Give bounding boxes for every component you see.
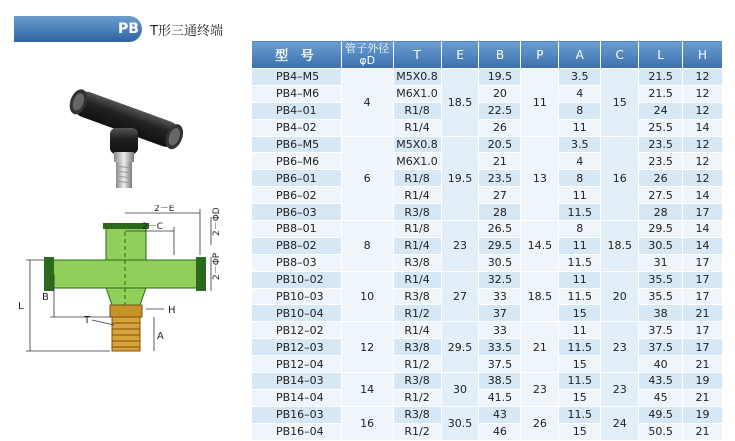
dim-b-label: B — [42, 292, 49, 303]
cell-t: R1/8 — [393, 170, 441, 187]
cell-l: 37.5 — [639, 339, 683, 356]
table-row — [252, 356, 723, 373]
cell-a: 15 — [559, 423, 601, 440]
cell-l: 38 — [639, 305, 683, 322]
cell-e: 27 — [441, 271, 479, 322]
cell-model: PB8–02 — [252, 237, 342, 254]
table-row — [252, 373, 723, 390]
cell-e: 29.5 — [441, 322, 479, 373]
cell-t: M5X0.8 — [393, 136, 441, 153]
cell-h: 17 — [683, 204, 723, 221]
cell-b: 28 — [479, 204, 521, 221]
table-row — [252, 187, 723, 204]
cell-c: 18.5 — [601, 221, 639, 272]
cell-t: R3/8 — [393, 254, 441, 271]
cell-model: PB12–03 — [252, 339, 342, 356]
cell-model: PB10–02 — [252, 271, 342, 288]
cell-l: 23.5 — [639, 153, 683, 170]
col-c: C — [601, 41, 639, 69]
cell-b: 20.5 — [479, 136, 521, 153]
cell-b: 33 — [479, 288, 521, 305]
spec-table — [251, 40, 723, 441]
cell-a: 11.5 — [559, 288, 601, 305]
cell-h: 12 — [683, 85, 723, 102]
cell-d: 12 — [341, 322, 393, 373]
cell-c: 23 — [601, 322, 639, 373]
cell-h: 14 — [683, 237, 723, 254]
cell-c: 16 — [601, 136, 639, 220]
product-photo — [60, 78, 190, 198]
dim-2phid-label: 2－ΦD — [212, 207, 222, 236]
table-row — [252, 102, 723, 119]
cell-c: 23 — [601, 373, 639, 407]
cell-d: 8 — [341, 221, 393, 272]
cell-t: R3/8 — [393, 288, 441, 305]
cell-h: 12 — [683, 69, 723, 86]
dim-2phip-label: 2－ΦP — [212, 252, 222, 280]
col-e: E — [441, 41, 479, 69]
cell-model: PB6–02 — [252, 187, 342, 204]
cell-a: 11.5 — [559, 339, 601, 356]
cell-l: 26 — [639, 170, 683, 187]
cell-a: 15 — [559, 389, 601, 406]
cell-h: 12 — [683, 136, 723, 153]
cell-l: 35.5 — [639, 271, 683, 288]
cell-h: 21 — [683, 356, 723, 373]
cell-t: R1/8 — [393, 221, 441, 238]
dim-2c-label: 2－C — [142, 222, 164, 232]
cell-b: 26 — [479, 119, 521, 136]
cell-h: 17 — [683, 254, 723, 271]
cell-a: 11 — [559, 187, 601, 204]
table-row — [252, 153, 723, 170]
cell-b: 41.5 — [479, 389, 521, 406]
cell-h: 17 — [683, 271, 723, 288]
cell-l: 23.5 — [639, 136, 683, 153]
cell-a: 8 — [559, 102, 601, 119]
cell-model: PB10–04 — [252, 305, 342, 322]
cell-t: R3/8 — [393, 204, 441, 221]
col-l: L — [639, 41, 683, 69]
cell-b: 38.5 — [479, 373, 521, 390]
cell-model: PB4–M6 — [252, 85, 342, 102]
cell-model: PB14–03 — [252, 373, 342, 390]
cell-a: 8 — [559, 170, 601, 187]
table-row — [252, 69, 723, 86]
cell-b: 32.5 — [479, 271, 521, 288]
cell-a: 11 — [559, 237, 601, 254]
col-a: A — [559, 41, 601, 69]
cell-p: 18.5 — [521, 271, 559, 322]
cell-t: R1/8 — [393, 102, 441, 119]
table-row — [252, 406, 723, 423]
cell-a: 11 — [559, 119, 601, 136]
table-row — [252, 288, 723, 305]
cell-a: 11 — [559, 271, 601, 288]
cell-a: 11 — [559, 322, 601, 339]
cell-t: M5X0.8 — [393, 69, 441, 86]
cell-h: 14 — [683, 187, 723, 204]
cell-model: PB4–02 — [252, 119, 342, 136]
cell-l: 37.5 — [639, 322, 683, 339]
cell-model: PB10–03 — [252, 288, 342, 305]
cell-model: PB8–01 — [252, 221, 342, 238]
cell-model: PB16–04 — [252, 423, 342, 440]
cell-a: 11.5 — [559, 204, 601, 221]
cell-model: PB12–04 — [252, 356, 342, 373]
cell-d: 10 — [341, 271, 393, 322]
cell-a: 4 — [559, 153, 601, 170]
col-p: P — [521, 41, 559, 69]
cell-h: 14 — [683, 221, 723, 238]
cell-p: 23 — [521, 373, 559, 407]
cell-b: 37.5 — [479, 356, 521, 373]
cell-l: 29.5 — [639, 221, 683, 238]
cell-p: 21 — [521, 322, 559, 373]
cell-l: 40 — [639, 356, 683, 373]
cell-b: 46 — [479, 423, 521, 440]
cell-b: 33 — [479, 322, 521, 339]
cell-l: 30.5 — [639, 237, 683, 254]
cell-h: 12 — [683, 153, 723, 170]
cell-p: 11 — [521, 69, 559, 137]
cell-model: PB14–04 — [252, 389, 342, 406]
cell-b: 43 — [479, 406, 521, 423]
cell-l: 35.5 — [639, 288, 683, 305]
cell-l: 27.5 — [639, 187, 683, 204]
cell-e: 30 — [441, 373, 479, 407]
cell-l: 50.5 — [639, 423, 683, 440]
cell-b: 30.5 — [479, 254, 521, 271]
dim-h-label: H — [168, 305, 176, 316]
cell-t: R3/8 — [393, 339, 441, 356]
cell-model: PB12–02 — [252, 322, 342, 339]
cell-h: 12 — [683, 170, 723, 187]
col-model: 型 号 — [252, 41, 342, 69]
cell-t: R1/4 — [393, 119, 441, 136]
cell-l: 21.5 — [639, 85, 683, 102]
cell-model: PB6–03 — [252, 204, 342, 221]
cell-p: 26 — [521, 406, 559, 440]
cell-l: 25.5 — [639, 119, 683, 136]
table-row — [252, 170, 723, 187]
table-row — [252, 136, 723, 153]
cell-b: 27 — [479, 187, 521, 204]
col-b: B — [479, 41, 521, 69]
cell-a: 11.5 — [559, 406, 601, 423]
table-row — [252, 85, 723, 102]
table-row — [252, 305, 723, 322]
col-od: 管子外径 φD — [341, 41, 393, 69]
cell-model: PB6–01 — [252, 170, 342, 187]
cell-t: R1/2 — [393, 305, 441, 322]
cell-d: 4 — [341, 69, 393, 137]
cell-a: 4 — [559, 85, 601, 102]
table-row — [252, 237, 723, 254]
col-h: H — [683, 41, 723, 69]
cell-t: R1/4 — [393, 237, 441, 254]
cell-l: 43.5 — [639, 373, 683, 390]
cell-h: 19 — [683, 373, 723, 390]
dim-2e-label: 2－E — [154, 205, 175, 214]
cell-d: 16 — [341, 406, 393, 440]
cell-a: 11.5 — [559, 373, 601, 390]
cell-model: PB6–M5 — [252, 136, 342, 153]
cell-t: R3/8 — [393, 373, 441, 390]
cell-h: 17 — [683, 322, 723, 339]
table-row — [252, 221, 723, 238]
cell-b: 29.5 — [479, 237, 521, 254]
cell-h: 14 — [683, 119, 723, 136]
table-row — [252, 119, 723, 136]
series-code: PB — [118, 21, 139, 37]
spec-header-row — [252, 41, 723, 69]
cell-l: 21.5 — [639, 69, 683, 86]
cell-e: 19.5 — [441, 136, 479, 220]
table-row — [252, 389, 723, 406]
spec-table-body — [252, 69, 723, 441]
cell-c: 20 — [601, 271, 639, 322]
cell-c: 24 — [601, 406, 639, 440]
cell-t: R1/4 — [393, 322, 441, 339]
cell-a: 3.5 — [559, 69, 601, 86]
cell-b: 21 — [479, 153, 521, 170]
cell-h: 21 — [683, 389, 723, 406]
cell-a: 15 — [559, 356, 601, 373]
cell-e: 23 — [441, 221, 479, 272]
cell-b: 23.5 — [479, 170, 521, 187]
cell-t: R1/4 — [393, 187, 441, 204]
cell-model: PB4–M5 — [252, 69, 342, 86]
cell-h: 21 — [683, 305, 723, 322]
table-row — [252, 254, 723, 271]
cell-h: 19 — [683, 406, 723, 423]
cell-t: R1/2 — [393, 389, 441, 406]
series-badge — [14, 16, 142, 42]
cell-h: 17 — [683, 339, 723, 356]
cell-b: 22.5 — [479, 102, 521, 119]
table-row — [252, 339, 723, 356]
dim-t-label: T — [84, 315, 91, 326]
cell-p: 14.5 — [521, 221, 559, 272]
cell-a: 15 — [559, 305, 601, 322]
cell-b: 37 — [479, 305, 521, 322]
table-row — [252, 271, 723, 288]
cell-p: 13 — [521, 136, 559, 220]
page-title: T形三通终端 — [150, 24, 223, 39]
cell-a: 3.5 — [559, 136, 601, 153]
cell-b: 20 — [479, 85, 521, 102]
dim-l-label: L — [18, 301, 24, 312]
dimension-drawing — [14, 205, 244, 370]
cell-h: 17 — [683, 288, 723, 305]
cell-l: 24 — [639, 102, 683, 119]
cell-d: 6 — [341, 136, 393, 220]
cell-t: R1/4 — [393, 271, 441, 288]
cell-e: 30.5 — [441, 406, 479, 440]
cell-l: 45 — [639, 389, 683, 406]
table-row — [252, 204, 723, 221]
cell-t: M6X1.0 — [393, 85, 441, 102]
cell-h: 21 — [683, 423, 723, 440]
col-t: T — [393, 41, 441, 69]
cell-d: 14 — [341, 373, 393, 407]
cell-model: PB16–03 — [252, 406, 342, 423]
cell-model: PB8–03 — [252, 254, 342, 271]
cell-l: 28 — [639, 204, 683, 221]
cell-b: 26.5 — [479, 221, 521, 238]
cell-model: PB6–M6 — [252, 153, 342, 170]
cell-l: 31 — [639, 254, 683, 271]
cell-t: R1/2 — [393, 423, 441, 440]
cell-b: 33.5 — [479, 339, 521, 356]
cell-model: PB4–01 — [252, 102, 342, 119]
cell-a: 8 — [559, 221, 601, 238]
cell-b: 19.5 — [479, 69, 521, 86]
dim-a-label: A — [157, 331, 164, 342]
cell-e: 18.5 — [441, 69, 479, 137]
cell-c: 15 — [601, 69, 639, 137]
cell-t: R3/8 — [393, 406, 441, 423]
cell-t: R1/2 — [393, 356, 441, 373]
table-row — [252, 322, 723, 339]
cell-a: 11.5 — [559, 254, 601, 271]
cell-t: M6X1.0 — [393, 153, 441, 170]
cell-l: 49.5 — [639, 406, 683, 423]
cell-h: 12 — [683, 102, 723, 119]
